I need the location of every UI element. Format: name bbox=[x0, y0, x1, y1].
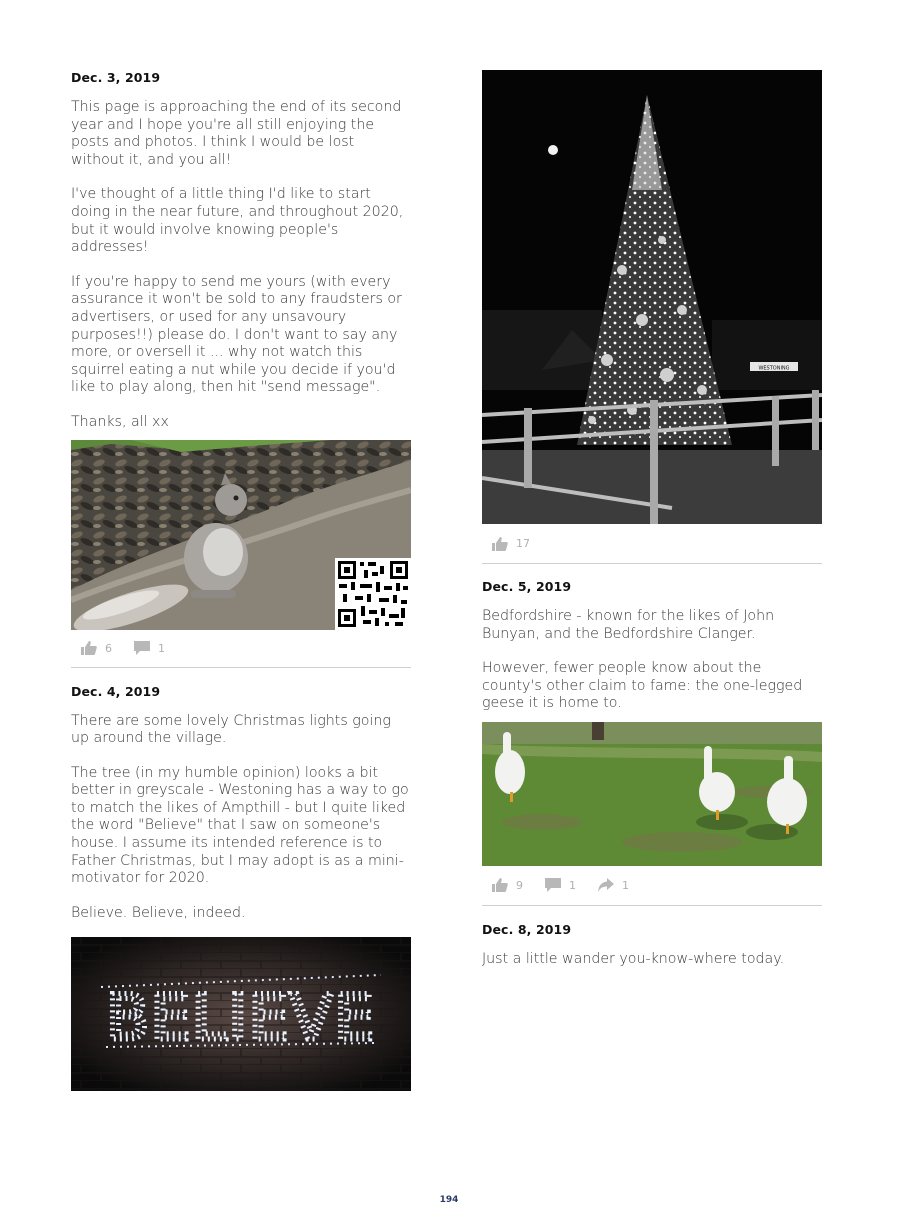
page-number: 194 bbox=[439, 1195, 459, 1205]
post-paragraph: The tree (in my humble opinion) looks a bit better in greyscale - Westoning has a way to go to match the likes of Ampthill - but I quite liked the word "Believe" that I saw on someone's house. I assume its intended reference is to Father Christmas, but I may adopt is as a mini-motivator for 2020. bbox=[71, 764, 409, 887]
comment-button[interactable] bbox=[545, 878, 576, 892]
post-paragraph: However, fewer people know about the county's other claim to fame: the one-legged geese it is home to. bbox=[482, 660, 803, 712]
thumbs-up-icon bbox=[492, 537, 508, 551]
comment-icon bbox=[134, 641, 150, 655]
comment-count: 1 bbox=[158, 641, 165, 655]
post-paragraph: This page is approaching the end of its second year and I hope you're all still enjoying the posts and photos. I think I would be lost without it, and you all! bbox=[71, 99, 402, 168]
believe-lights-photo bbox=[71, 937, 411, 1091]
street-sign-text: WESTONING bbox=[758, 365, 790, 372]
post-date: Dec. 4, 2019 bbox=[71, 683, 161, 699]
geese-photo bbox=[482, 722, 822, 866]
christmas-tree-photo bbox=[482, 70, 822, 524]
like-count: 6 bbox=[105, 641, 112, 655]
like-button[interactable] bbox=[492, 878, 523, 892]
thumbs-up-icon bbox=[81, 641, 97, 655]
post-stats bbox=[482, 866, 822, 906]
share-count: 1 bbox=[622, 878, 629, 892]
post-paragraph: If you're happy to send me yours (with every assurance it won't be sold to any fraudsters or advertisers, or used for any unsavoury purposes!!) please do. I don't want to say any more, or oversell it ... why not watch this squirrel eating a nut while you decide if you'd like to play along, then hit "send message". bbox=[71, 273, 402, 396]
comment-icon bbox=[545, 878, 561, 892]
like-button[interactable] bbox=[81, 641, 112, 655]
comment-count: 1 bbox=[569, 878, 576, 892]
post-date: Dec. 3, 2019 bbox=[71, 70, 161, 85]
post-date: Dec. 8, 2019 bbox=[482, 921, 572, 937]
post-paragraph: Thanks, all xx bbox=[71, 413, 169, 430]
post-dec-4 bbox=[71, 684, 411, 1092]
share-icon bbox=[598, 878, 614, 892]
post-paragraph: There are some lovely Christmas lights going up around the village. bbox=[71, 712, 391, 747]
like-count: 17 bbox=[516, 537, 530, 550]
left-column bbox=[71, 70, 411, 1091]
post-dec-3 bbox=[71, 70, 411, 668]
comment-button[interactable] bbox=[134, 641, 165, 655]
post-stats bbox=[482, 524, 822, 564]
post-paragraph: Believe. Believe, indeed. bbox=[71, 904, 246, 921]
post-paragraph: Bedfordshire - known for the likes of John Bunyan, and the Bedfordshire Clanger. bbox=[482, 608, 775, 642]
right-column bbox=[482, 70, 822, 986]
share-button[interactable] bbox=[598, 878, 629, 892]
like-button[interactable] bbox=[492, 537, 530, 551]
like-count: 9 bbox=[516, 878, 523, 892]
post-dec-5 bbox=[482, 579, 822, 906]
post-date: Dec. 5, 2019 bbox=[482, 579, 572, 594]
post-dec-8 bbox=[482, 922, 822, 969]
post-paragraph: Just a little wander you-know-where today. bbox=[482, 950, 785, 967]
post-paragraph: I've thought of a little thing I'd like to start doing in the near future, and throughout 2020, but it would involve knowing people's addresses! bbox=[71, 186, 404, 256]
qr-code-icon bbox=[335, 558, 411, 630]
believe-sign-text: BELIEVE bbox=[106, 981, 376, 1055]
thumbs-up-icon bbox=[492, 878, 508, 892]
post-stats bbox=[71, 630, 411, 668]
squirrel-photo bbox=[71, 440, 411, 630]
